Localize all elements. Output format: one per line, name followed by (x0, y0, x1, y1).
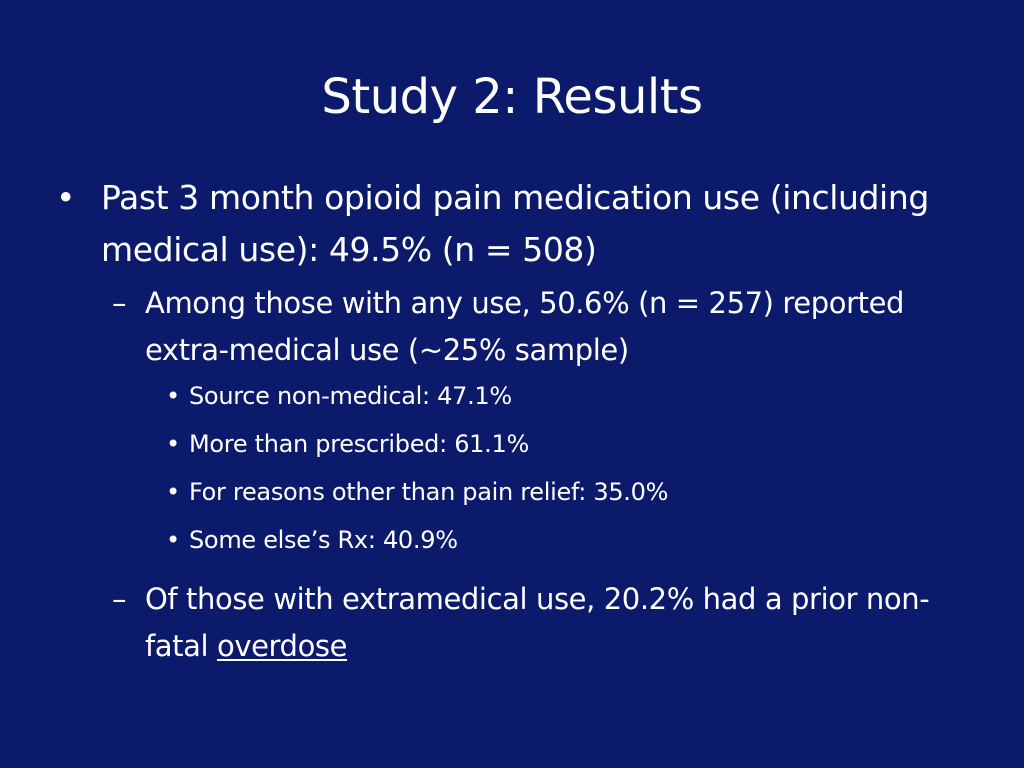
detail-other-reasons (145, 474, 976, 510)
sub-bullet-text: Of those with extramedical use, 20.2% had a prior non-fatal (145, 582, 930, 663)
bullet-opioid-use (56, 172, 976, 276)
detail-more-than-prescribed (145, 426, 976, 462)
slide-body (56, 172, 976, 674)
dash-icon: – (112, 582, 127, 616)
detail-text: Source non-medical: 47.1% (189, 382, 512, 410)
detail-source-non-medical (145, 378, 976, 414)
sub-bullet-prior-overdose (101, 576, 976, 670)
dash-icon: – (112, 286, 127, 320)
sub-bullet-text: Among those with any use, 50.6% (n = 257) reported extra-medical use (~25% sample) (145, 286, 905, 367)
detail-text: For reasons other than pain relief: 35.0% (189, 478, 669, 506)
overdose-link[interactable]: overdose (217, 629, 348, 663)
bullet-icon: • (166, 430, 180, 458)
bullet-icon: • (166, 382, 180, 410)
bullet-icon: • (56, 178, 76, 217)
detail-text: More than prescribed: 61.1% (189, 430, 529, 458)
detail-text: Some else’s Rx: 40.9% (189, 526, 458, 554)
bullet-icon: • (166, 478, 180, 506)
bullet-icon: • (166, 526, 180, 554)
sub-bullet-extra-medical-use (101, 280, 976, 374)
slide-title: Study 2: Results (321, 69, 703, 125)
detail-someone-elses-rx (145, 522, 976, 558)
bullet-text: Past 3 month opioid pain medication use (including medical use): 49.5% (n = 508) (101, 178, 929, 269)
